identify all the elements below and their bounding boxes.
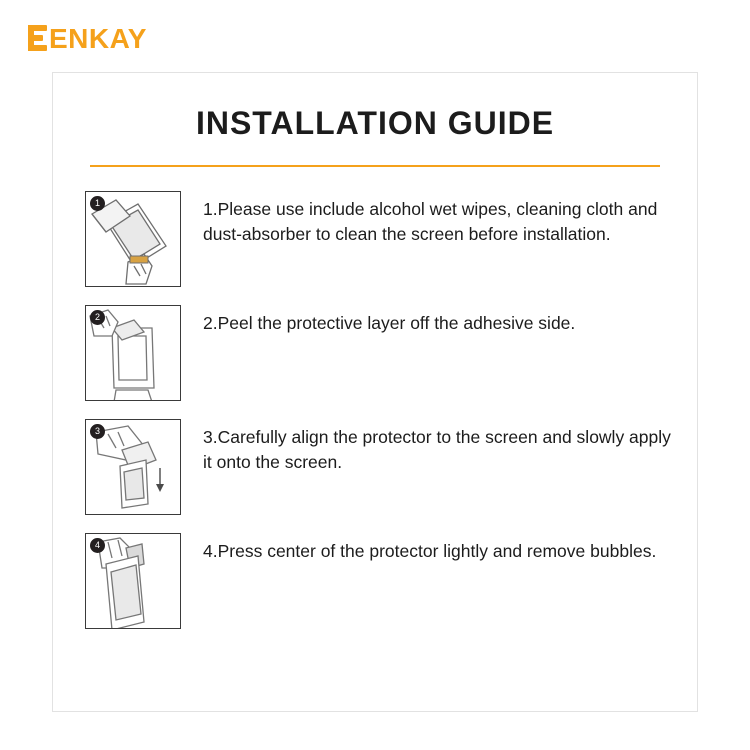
steps-list <box>53 191 697 629</box>
step-text: 3.Carefully align the protector to the screen and slowly apply it onto the screen. <box>203 427 671 472</box>
step-illustration-3 <box>85 419 181 515</box>
step-badge: 1 <box>90 196 105 211</box>
guide-card <box>52 72 698 712</box>
step-badge: 2 <box>90 310 105 325</box>
list-item <box>53 533 697 629</box>
enkay-mark-icon <box>28 24 48 54</box>
step-text: 4.Press center of the protector lightly and remove bubbles. <box>203 541 657 561</box>
list-item <box>53 419 697 515</box>
step-badge: 3 <box>90 424 105 439</box>
step-badge: 4 <box>90 538 105 553</box>
brand-name: ENKAY <box>49 23 147 54</box>
title-divider <box>90 165 660 167</box>
list-item <box>53 191 697 287</box>
step-illustration-1 <box>85 191 181 287</box>
step-illustration-4 <box>85 533 181 629</box>
step-text: 2.Peel the protective layer off the adhesive side. <box>203 313 576 333</box>
list-item <box>53 305 697 401</box>
page-title: INSTALLATION GUIDE <box>195 105 555 141</box>
brand-logo <box>28 24 147 54</box>
step-text: 1.Please use include alcohol wet wipes, cleaning cloth and dust-absorber to clean the screen before installation. <box>203 199 658 244</box>
step-illustration-2 <box>85 305 181 401</box>
